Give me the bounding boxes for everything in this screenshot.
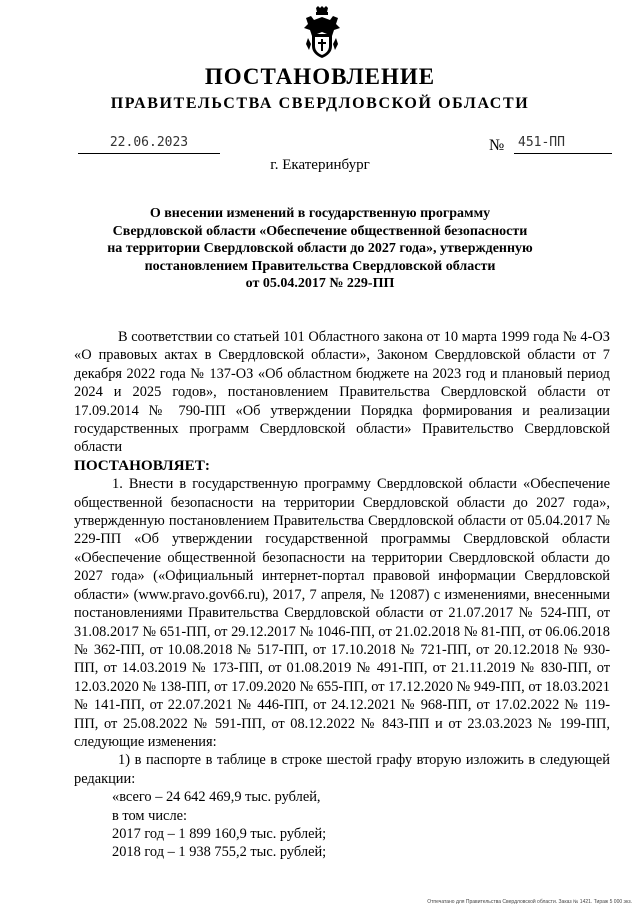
document-number: 451-ПП bbox=[518, 135, 565, 150]
heading-line: постановлением Правительства Свердловской области bbox=[144, 258, 496, 274]
heading-line: от 05.04.2017 № 229-ПП bbox=[245, 276, 395, 292]
document-date: 22.06.2023 bbox=[109, 135, 189, 150]
number-sign: № bbox=[489, 137, 505, 154]
preamble-paragraph: В соответствии со статьей 101 Областного закона от 10 марта 1999 года № 4-ОЗ «О правовых актах в Свердловской области», Законом Свердловской области от 7 декабря 2022 года № 137-ОЗ «Об областном бюджете на 2023 год и плановый период 2024 и 2025 годов», постановлением Правительства Свердловской области от 17.09.2014 № 790-ПП «Об утверждении Порядка формирования и реализации государственных программ Свердловской области» Правительство Свердловской области bbox=[74, 329, 610, 456]
item-1-paragraph: 1. Внести в государственную программу Свердловской области «Обеспечение общественной безопасности на территории Свердловской области до 2027 года», утвержденную постановлением Правительства Свердловской области от 05.04.2017 № 229-ПП «Об утверждении государственной программы Свердловской области «Обеспечение общественной безопасности на территории Свердловской области до 2027 года» («Официальный интернет-портал правовой информации Свердловской области» (www.pravo.gov66.ru), 2017, 7 апреля, № 12087) с изменениями, внесенными постановлениями Правительства Свердловской области от 21.07.2017 № 524-ПП, от 31.08.2017 № 651-ПП, от 29.12.2017 № 1046-ПП, от 21.02.2018 № 81-ПП, от 06.06.2018 № 362-ПП, от 10.08.2018 № 517-ПП, от 17.10.2018 № 721-ПП, от 20.12.2018 № 930-ПП, от 14.03.2019 № 173-ПП, от 01.08.2019 № 491-ПП, от 21.11.2019 № 830-ПП, от 12.03.2020 № 138-ПП, от 17.09.2020 № 655-ПП, от 17.12.2020 № 949-ПП, от 18.03.2021 № 141-ПП, от 22.07.2021 № 446-ПП, от 24.12.2021 № 968-ПП, от 17.02.2022 № 119-ПП, от 25.08.2022 № 591-ПП, от 08.12.2022 № 843-ПП и от 23.03.2023 № 199-ПП, следующие изменения: bbox=[74, 476, 610, 750]
heading-line: на территории Свердловской области до 2027 года», утвержденную bbox=[107, 241, 533, 257]
heading-line: О внесении изменений в государственную программу bbox=[149, 206, 491, 221]
coat-of-arms-icon bbox=[302, 6, 342, 60]
number-underline bbox=[514, 153, 612, 154]
document-body bbox=[74, 328, 610, 862]
document-subtitle: ПРАВИТЕЛЬСТВА СВЕРДЛОВСКОЙ ОБЛАСТИ bbox=[110, 95, 530, 112]
heading-line: Свердловской области «Обеспечение общественной безопасности bbox=[112, 223, 528, 239]
city-label: г. Екатеринбург bbox=[270, 157, 370, 173]
quote-line: 2018 год – 1 938 755,2 тыс. рублей; bbox=[112, 844, 327, 861]
document-heading bbox=[90, 205, 550, 293]
decree-word: ПОСТАНОВЛЯЕТ: bbox=[74, 456, 210, 474]
date-underline bbox=[78, 153, 220, 154]
quote-line: в том числе: bbox=[112, 807, 188, 824]
quote-line: «всего – 24 642 469,9 тыс. рублей, bbox=[112, 789, 321, 806]
subitem-1-paragraph: 1) в паспорте в таблице в строке шестой графу вторую изложить в следующей редакции: bbox=[74, 752, 610, 787]
print-footer: Отпечатано для Правительства Свердловской области. Заказ № 1421. Тираж 5 000 экз. bbox=[427, 899, 632, 905]
document-title: ПОСТАНОВЛЕНИЕ bbox=[204, 64, 436, 89]
quote-line: 2017 год – 1 899 160,9 тыс. рублей; bbox=[112, 825, 327, 842]
